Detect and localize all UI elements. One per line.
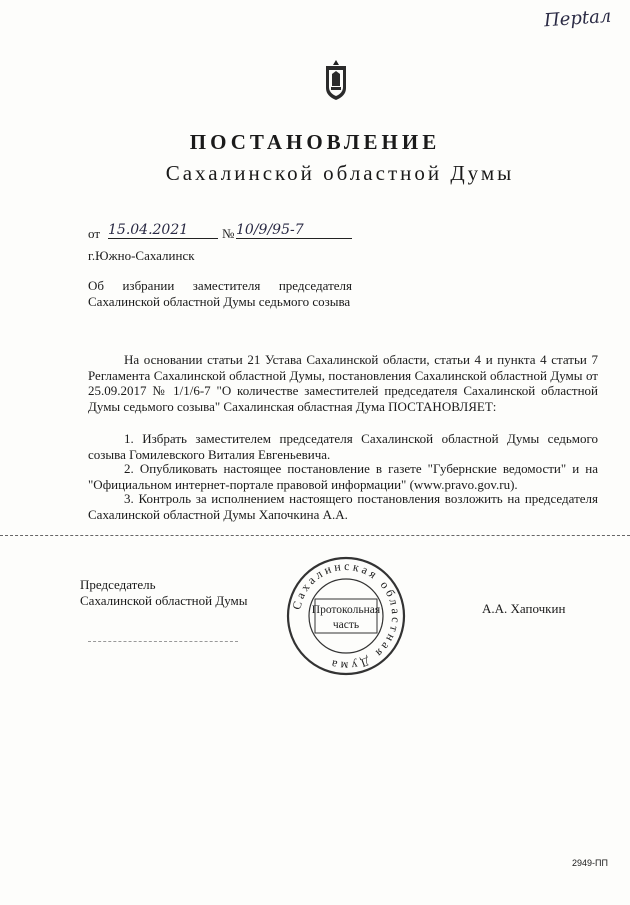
resolution-item-text: 1. Избрать заместителем председателя Сахалинской областной Думы седьмого созыва Гомилевского Виталия Евгеньевича. [88, 431, 598, 462]
stamp-center-line: часть [332, 619, 360, 631]
document-type-heading: ПОСТАНОВЛЕНИЕ [189, 130, 441, 154]
signer-title-line: Сахалинской областной Думы [80, 593, 248, 608]
resolution-item [88, 461, 598, 492]
resolution-item-text: 2. Опубликовать настоящее постановление в газете "Губернские ведомости" и на "Официальном интернет-портале правовой информации" (www.pravo.gov.ru). [88, 461, 598, 492]
divider [88, 641, 238, 642]
subject-line: Сахалинской областной Думы седьмого созыва [88, 294, 351, 309]
number-label: № [222, 226, 235, 241]
subject-block [88, 278, 352, 310]
issuer-heading: Сахалинской областной Думы [165, 161, 515, 185]
coat-of-arms-icon [322, 58, 350, 102]
stamp-center-line: Протокольная [311, 604, 381, 616]
document-number-value: 10/9/95-7 [236, 222, 352, 239]
preamble-text: На основании статьи 21 Устава Сахалинской области, статьи 4 и пункта 4 статьи 7 Регламента Сахалинской областной Думы, постановления Сахалинской областной Думы от 25.09.2017 № 1/1/6-7 "О количестве заместителей председателя Сахалинской областной Думы седьмого созыва" Сахалинская областная Дума ПОСТАНОВЛЯЕТ: [88, 352, 598, 414]
city-line: г.Южно-Сахалинск [88, 248, 195, 263]
corner-handwritten-note: Перtал [543, 5, 612, 32]
date-label: от [88, 226, 101, 241]
resolution-item [88, 491, 598, 522]
signer-title-line: Председатель [80, 577, 156, 592]
svg-text:Сахалинская областная Дума [289, 559, 403, 673]
official-stamp [285, 555, 407, 677]
preamble-paragraph [88, 352, 598, 414]
resolution-item [88, 431, 598, 462]
subject-line: Об избрании заместителя председателя [88, 278, 352, 293]
signer-title [80, 577, 248, 609]
page-code: 2949-ПП [572, 858, 608, 868]
date-value: 15.04.2021 [108, 222, 218, 239]
stamp-ring-text: Сахалинская областная Дума [289, 558, 404, 674]
divider [0, 535, 630, 536]
signer-name: А.А. Хапочкин [482, 601, 566, 616]
resolution-item-text: 3. Контроль за исполнением настоящего постановления возложить на председателя Сахалинской областной Думы Хапочкина А.А. [88, 491, 598, 522]
